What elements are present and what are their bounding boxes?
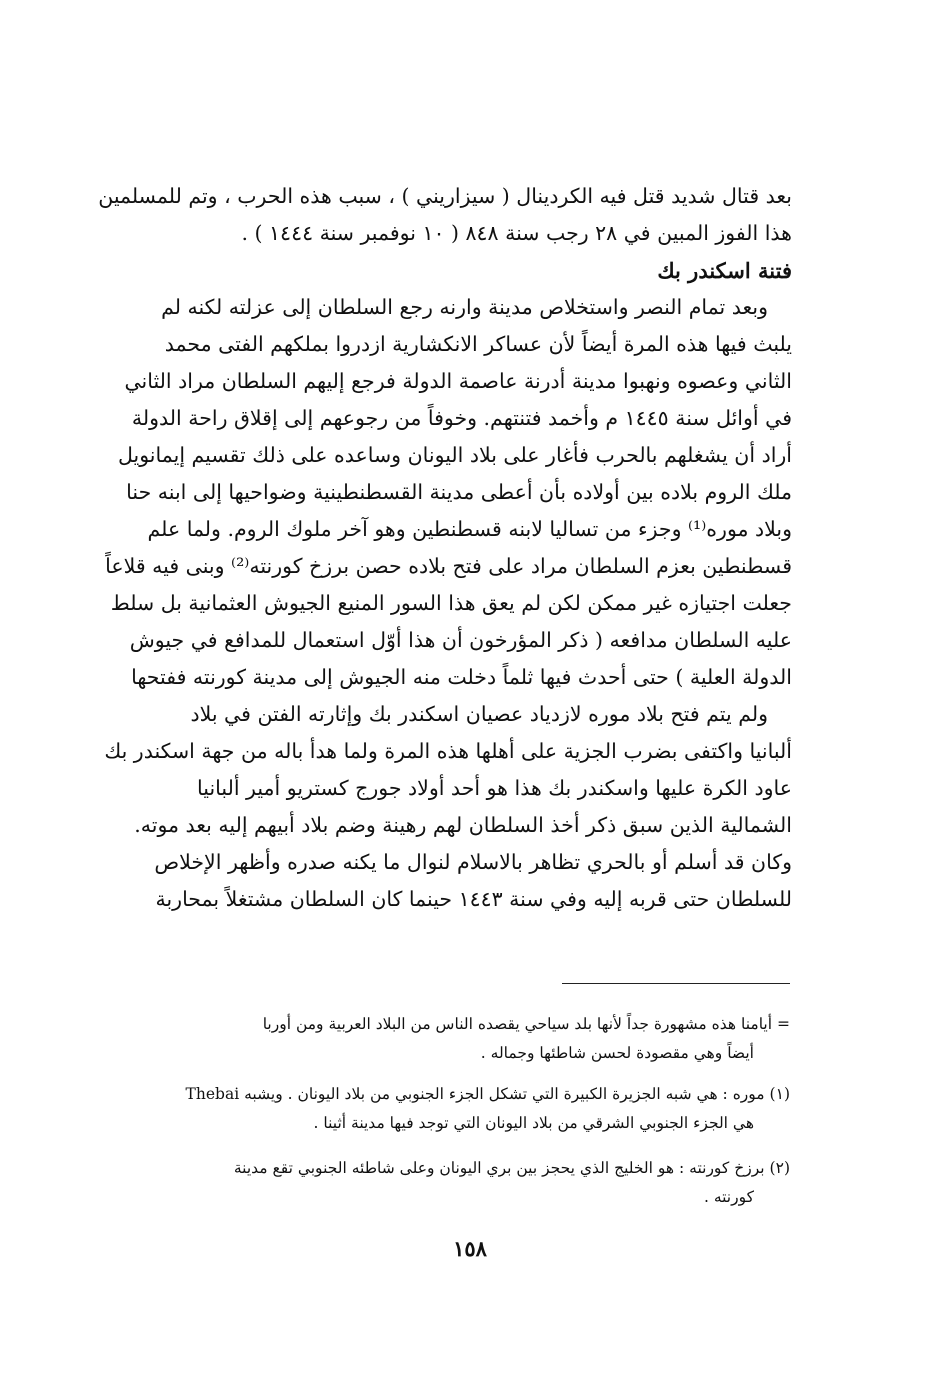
footnote-divider [562, 983, 790, 984]
body-line: وبلاد موره⁽¹⁾ وجزء من تساليا لابنه قسطنطين وهو آخر ملوك الروم. ولما علم [147, 517, 792, 541]
section-heading: فتنة اسكندر بك [657, 258, 792, 283]
main-text [92, 178, 792, 918]
body-line: الشمالية الذين سبق ذكر أخذ السلطان لهم رهينة وضم بلاد أبيهم إليه بعد موته. [134, 813, 792, 837]
body-line: جعلت اجتيازه غير ممكن لكن لم يعق هذا السور المنيع الجيوش العثمانية بل سلط [110, 591, 792, 615]
body-line: الدولة العلية ) حتى أحدث فيها ثلماً دخلت منه الجيوش إلى مدينة كورنته ففتحها [131, 665, 792, 689]
footnote-text: موره : هي شبه الجزيرة الكبيرة التي تشكل الجزء الجنوبي من بلاد اليونان . ويشبه Thebai [185, 1085, 765, 1103]
body-line: عاود الكرة عليها واسكندر بك هذا هو أحد أولاد جورج كستريو أمير ألبانيا [197, 776, 792, 800]
body-line: في أوائل سنة ١٤٤٥ م وأخمد فتنتهم. وخوفاً من رجوعهم إلى إقلاق راحة الدولة [131, 406, 792, 430]
body-line: الثاني وعصوه ونهبوا مدينة أدرنة عاصمة الدولة فرجع إليهم السلطان مراد الثاني [124, 369, 792, 393]
body-line: بعد قتال شديد قتل فيه الكردينال ( سيزاريني ) ، سبب هذه الحرب ، وتم للمسلمين [98, 184, 792, 208]
footnote-text: أيضاً وهي مقصودة لحسن شاطئها وجماله . [480, 1044, 754, 1062]
body-line: ملك الروم بلاده بين أولاده بأن أعطى مدينة القسطنطينية وضواحيها إلى ابنه حنا [126, 480, 792, 504]
body-line: ألبانيا واكتفى بضرب الجزية على أهلها هذه المرة ولما هدأ باله من جهة اسكندر بك [104, 739, 792, 763]
footnote-marker: (٢) [769, 1159, 790, 1177]
page-number: ١٥٨ [453, 1236, 487, 1261]
body-line: وكان قد أسلم أو بالحري تظاهر بالاسلام لنوال ما يكنه صدره وأظهر الإخلاص [154, 850, 792, 874]
footnote-text: أيامنا هذه مشهورة جداً لأنها بلد سياحي يقصده الناس من البلاد العربية ومن أوربا [262, 1015, 773, 1033]
body-line: للسلطان حتى قربه إليه وفي سنة ١٤٤٣ حينما كان السلطان مشتغلاً بمحاربة [155, 887, 792, 911]
body-line: عليه السلطان مدافعه ( ذكر المؤرخون أن هذا أوّل استعمال للمدافع في جيوش [129, 628, 792, 652]
body-line: ولم يتم فتح بلاد موره لازدياد عصيان اسكندر بك وإثارته الفتن في بلاد [190, 702, 768, 726]
footnote-2 [100, 1154, 790, 1212]
footnote-marker: = [777, 1015, 790, 1033]
footnote-text: برزخ كورنته : هو الخليج الذي يحجز بين بري اليونان وعلى شاطئه الجنوبي تقع مدينة [233, 1159, 765, 1177]
body-line: أراد أن يشغلهم بالحرب فأغار على بلاد اليونان وساعده على ذلك تقسيم إيمانويل [117, 443, 792, 467]
footnote-continuation [100, 1010, 790, 1068]
body-line: يلبث فيها هذه المرة أيضاً لأن عساكر الانكشارية ازدروا بملكهم الفتى محمد [164, 332, 792, 356]
body-line: وبعد تمام النصر واستخلاص مدينة وارنه رجع السلطان إلى عزلته لكنه لم [161, 295, 768, 319]
footnote-marker: (١) [769, 1085, 790, 1103]
footnote-1 [100, 1080, 790, 1138]
body-line: قسطنطين بعزم السلطان مراد على فتح بلاده حصن برزخ كورنته⁽²⁾ وبنى فيه قلاعاً [105, 554, 792, 578]
footnote-text: كورنته . [703, 1188, 754, 1206]
footnote-text: هي الجزء الجنوبي الشرقي من بلاد اليونان التي توجد فيها مدينة أثينا . [313, 1114, 754, 1132]
body-line: هذا الفوز المبين في ٢٨ رجب سنة ٨٤٨ ( ١٠ نوفمبر سنة ١٤٤٤ ) . [241, 221, 792, 245]
